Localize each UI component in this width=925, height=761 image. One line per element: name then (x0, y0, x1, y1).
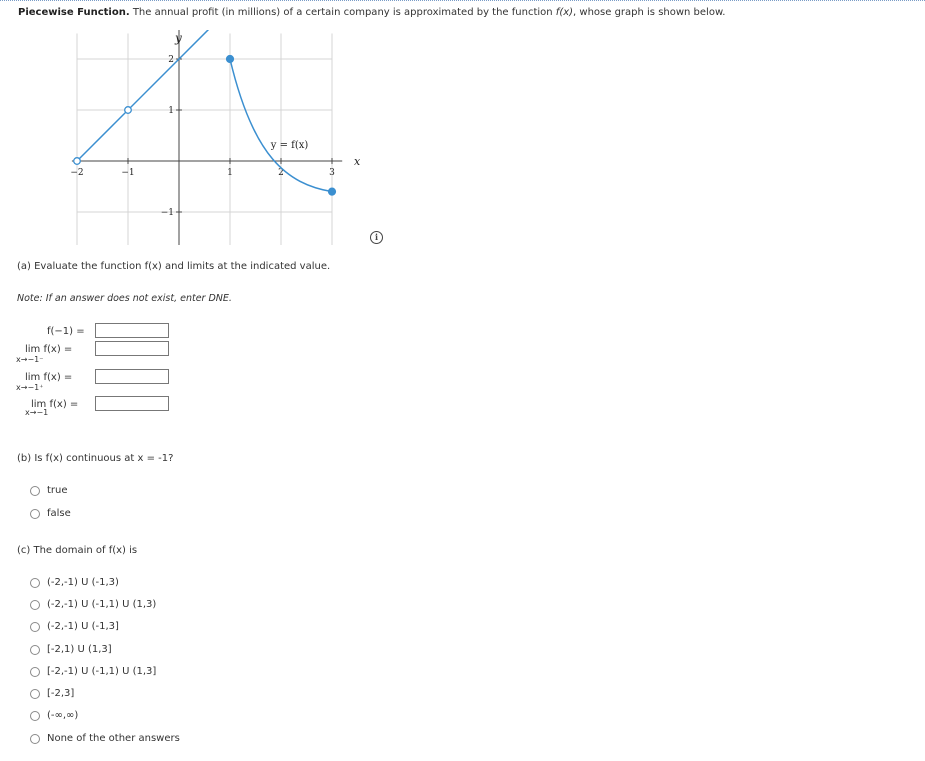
radio-button[interactable] (30, 734, 40, 744)
option-label: (-2,-1) U (-1,3) (47, 577, 119, 588)
part-a-prompt: (a) Evaluate the function f(x) and limits at the indicated value. (17, 261, 331, 272)
y-tick-label: 2 (168, 55, 174, 65)
row-limit-label: lim f(x) = (31, 399, 79, 410)
option-label: [-2,1) U (1,3] (47, 644, 112, 655)
problem-text-end: , whose graph is shown below. (573, 7, 726, 18)
left-limit-input[interactable] (95, 341, 169, 356)
option-true[interactable] (30, 485, 68, 496)
radio-button[interactable] (30, 509, 40, 519)
closed-point (328, 188, 335, 195)
limit-subscript: x→−1 (25, 408, 49, 417)
x-axis-label: x (354, 155, 361, 168)
option-label: [-2,3] (47, 688, 75, 699)
limit-input[interactable] (95, 396, 169, 411)
radio-button[interactable] (30, 667, 40, 677)
domain-option-5[interactable] (30, 666, 156, 677)
domain-option-2[interactable] (30, 599, 156, 610)
closed-point (226, 55, 233, 62)
graph-points (74, 30, 336, 195)
x-tick-label: 3 (329, 168, 335, 178)
problem-function: f(x) (555, 7, 574, 18)
top-divider (0, 0, 925, 1)
x-tick-label: 1 (227, 168, 233, 178)
radio-button[interactable] (30, 689, 40, 699)
radio-button[interactable] (30, 645, 40, 655)
problem-title: Piecewise Function. (18, 7, 130, 18)
dne-note: Note: If an answer does not exist, enter DNE. (17, 293, 232, 304)
left-limit-subscript: x→−1⁻ (16, 355, 44, 364)
radio-button[interactable] (30, 486, 40, 496)
domain-option-7[interactable] (30, 710, 78, 721)
domain-option-8[interactable] (30, 733, 180, 744)
row-f-value-label: f(−1) = (47, 326, 85, 337)
graph-ticks (70, 30, 335, 245)
option-label: (-∞,∞) (47, 710, 79, 721)
radio-button[interactable] (30, 622, 40, 632)
y-axis-label: y (175, 31, 182, 45)
graph-axes (72, 30, 342, 245)
radio-button[interactable] (30, 578, 40, 588)
part-c-prompt: (c) The domain of f(x) is (17, 545, 138, 556)
graph-grid (77, 30, 332, 245)
option-label: (-2,-1) U (-1,3] (47, 621, 119, 632)
function-graph (60, 30, 370, 245)
open-point (125, 107, 132, 114)
y-tick-label: −1 (160, 208, 174, 218)
option-label: (-2,-1) U (-1,1) U (1,3) (47, 599, 157, 610)
curve-label: y = f(x) (270, 139, 309, 151)
x-tick-label: −2 (70, 168, 84, 178)
radio-button[interactable] (30, 600, 40, 610)
option-label: false (47, 508, 71, 519)
f-value-input[interactable] (95, 323, 169, 338)
y-tick-label: 1 (168, 106, 174, 116)
linear-piece (77, 30, 230, 161)
x-tick-label: −1 (121, 168, 135, 178)
x-tick-label: 2 (278, 168, 284, 178)
domain-option-6[interactable] (30, 688, 74, 699)
row-left-limit-label: lim f(x) = (25, 344, 73, 355)
right-limit-subscript: x→−1⁺ (16, 383, 44, 392)
problem-text: The annual profit (in millions) of a certain company is approximated by the function (129, 7, 556, 18)
problem-header (18, 7, 725, 18)
domain-option-3[interactable] (30, 621, 119, 632)
option-label: true (47, 485, 68, 496)
graph-curves (77, 30, 332, 192)
open-point (74, 158, 81, 165)
option-label: [-2,-1) U (-1,1) U (1,3] (47, 666, 157, 677)
domain-option-1[interactable] (30, 577, 119, 588)
row-right-limit-label: lim f(x) = (25, 372, 73, 383)
info-icon[interactable]: i (370, 231, 383, 244)
domain-option-4[interactable] (30, 644, 112, 655)
option-label: None of the other answers (47, 733, 180, 744)
radio-button[interactable] (30, 711, 40, 721)
right-limit-input[interactable] (95, 369, 169, 384)
option-false[interactable] (30, 508, 71, 519)
part-b-prompt: (b) Is f(x) continuous at x = -1? (17, 453, 174, 464)
